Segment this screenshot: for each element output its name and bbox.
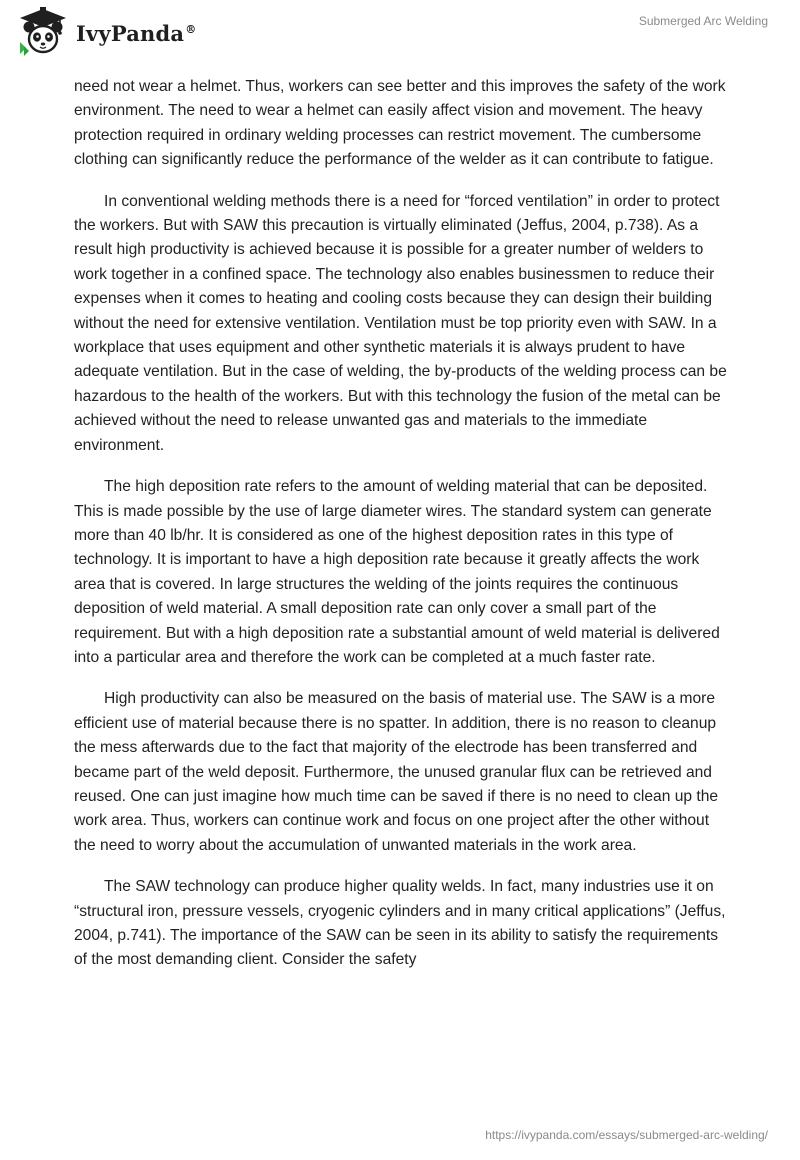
paragraph: The SAW technology can produce higher quality welds. In fact, many industries use it on “structural iron, pressure vessels, cryogenic cylinders and in many critical applications” (Jeffus, 2004, p.741). The importance of the SAW can be seen in its ability to satisfy the requirements of the most demanding client. Consider the safety	[74, 878, 726, 969]
panda-graduate-icon	[14, 6, 72, 58]
document-title: Submerged Arc Welding	[638, 14, 768, 28]
paragraph: need not wear a helmet. Thus, workers can see better and this improves the safety of the work environment. The need to wear a helmet can easily affect vision and movement. The heavy protection required in ordinary welding processes can restrict movement. The cumbersome clothing can significantly reduce the performance of the welder as it can contribute to fatigue.	[74, 78, 726, 169]
paragraph: In conventional welding methods there is a need for “forced ventilation” in order to protect the workers. But with SAW this precaution is virtually eliminated (Jeffus, 2004, p.738). As a result high productivity is achieved because it is possible for a greater number of welders to work together in a confined space. The technology also enables businessmen to reduce their expenses when it comes to heating and cooling costs because they can design their building without the need for extensive ventilation. Ventilation must be top priority even with SAW. In a workplace that uses equipment and other synthetic materials it is always prudent to have adequate ventilation. But in the case of welding, the by-products of the welding process can be hazardous to the health of the workers. But with this technology the fusion of the metal can be achieved without the need to release unwanted gas and materials to the immediate environment.	[74, 192, 727, 454]
essay-body	[74, 75, 734, 990]
ivypanda-logo[interactable]	[14, 6, 197, 58]
brand-name	[76, 21, 196, 46]
page-header	[0, 0, 800, 70]
paragraph: High productivity can also be measured on the basis of material use. The SAW is a more efficient use of material because there is no spatter. In addition, there is no reason to cleanup the mess afterwards due to the fact that majority of the electrode has been transferred and became part of the weld deposit. Furthermore, the unused granular flux can be retrieved and reused. One can just imagine how much time can be saved if there is no need to clean up the work area. Thus, workers can continue work and focus on one project after the other without the need to worry about the accumulation of unwanted materials in the work area.	[74, 690, 719, 854]
registered-mark: ®	[185, 22, 197, 36]
paragraph: The high deposition rate refers to the amount of welding material that can be deposited. This is made possible by the use of large diameter wires. The standard system can generate more than 40 lb/hr. It is considered as one of the highest deposition rates in this type of technology. It is important to have a high deposition rate because it greatly affects the work area that is covered. In large structures the welding of the joints requires the continuous deposition of weld material. A small deposition rate can only cover a small part of the requirement. But with a high deposition rate a substantial amount of weld material is delivered into a particular area and therefore the work can be completed at a much faster rate.	[74, 478, 720, 666]
source-url[interactable]: https://ivypanda.com/essays/submerged-arc-welding/	[485, 1128, 768, 1142]
brand-text: IvyPanda	[76, 20, 185, 46]
